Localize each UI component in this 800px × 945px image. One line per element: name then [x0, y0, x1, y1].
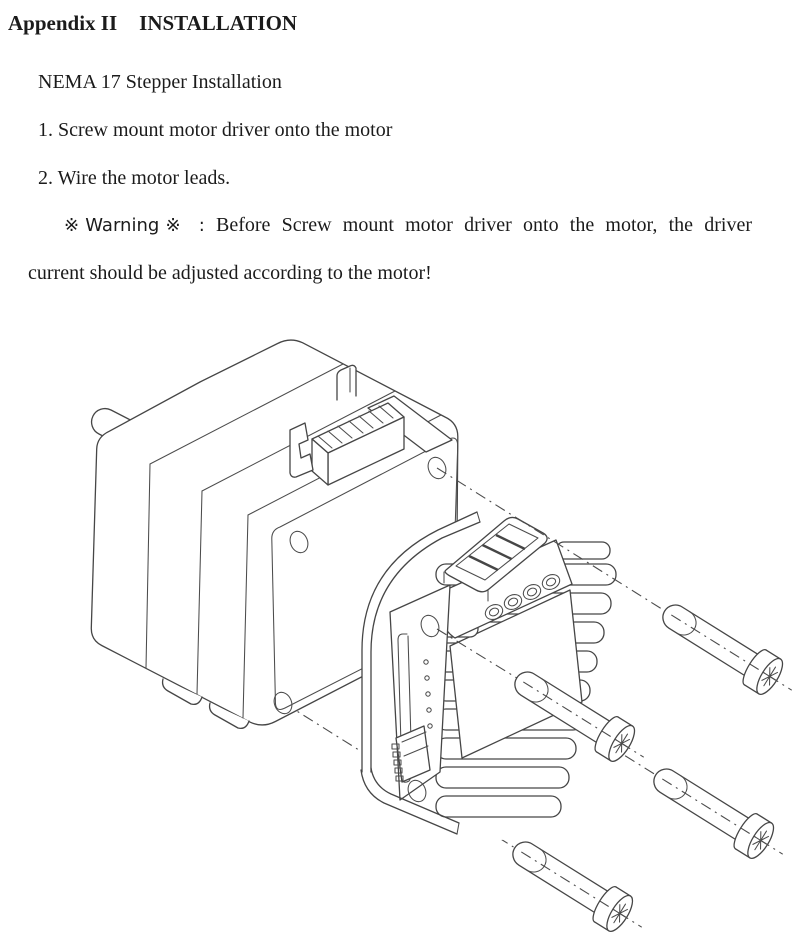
- fin-7: [436, 738, 576, 759]
- screw-shaft: [658, 600, 762, 678]
- fin-8: [436, 767, 569, 788]
- mounting-screw-1: [654, 593, 800, 707]
- fin-9: [436, 796, 561, 817]
- title-installation: INSTALLATION: [139, 11, 298, 35]
- warning-marks: ※Warning※ :: [64, 215, 205, 236]
- mounting-screw-4: [504, 830, 653, 944]
- mounting-screw-3: [645, 757, 794, 871]
- heatsink-top-cap: [556, 542, 610, 559]
- warning-text: Before Screw mount motor driver onto the motor, the driver: [204, 214, 752, 236]
- screw-shaft: [508, 837, 612, 915]
- install-step-1: 1. Screw mount motor driver onto the motor: [38, 119, 393, 141]
- install-subtitle: NEMA 17 Stepper Installation: [38, 71, 282, 93]
- screw-shaft: [649, 764, 753, 842]
- connector-tab: [337, 365, 356, 400]
- install-step-2: 2. Wire the motor leads.: [38, 167, 231, 189]
- title-appendix: Appendix II: [8, 11, 118, 35]
- warning-line-2: current should be adjusted according to the motor!: [28, 262, 432, 284]
